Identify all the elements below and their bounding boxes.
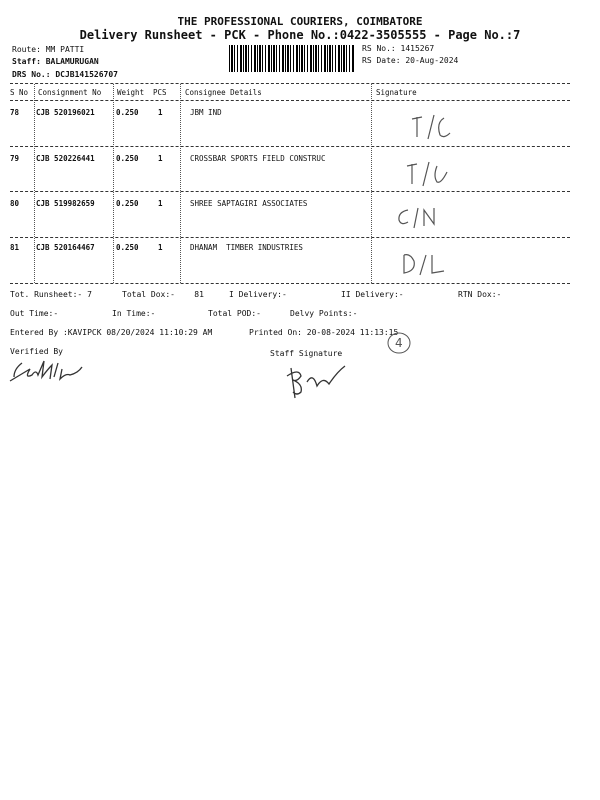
staff-signature [283, 362, 353, 402]
row-weight: 0.250 [116, 243, 139, 252]
row-rule [10, 191, 570, 192]
table-header-rule [10, 100, 570, 101]
row-weight: 0.250 [116, 154, 139, 163]
row-pcs: 1 [158, 243, 163, 252]
column-divider [371, 84, 372, 283]
row-consignment: CJB 520226441 [36, 154, 95, 163]
row-pcs: 1 [158, 108, 163, 117]
row-consignment: CJB 520196021 [36, 108, 95, 117]
document-title: THE PROFESSIONAL COURIERS, COIMBATORE [177, 15, 423, 28]
circled-number-annotation [386, 331, 412, 355]
total-dox: Total Dox:- 81 [122, 290, 204, 299]
total-pod: Total POD:- [208, 309, 261, 318]
out-time: Out Time:- [10, 309, 59, 318]
row-consignee: CROSSBAR SPORTS FIELD CONSTRUC [190, 154, 326, 163]
row-sno: 80 [10, 199, 20, 208]
column-header-consignee: Consignee Details [185, 88, 262, 97]
handwritten-signature [410, 113, 460, 143]
staff-signature-label: Staff Signature [270, 349, 343, 358]
table-bottom-rule [10, 283, 570, 284]
entered-by: Entered By :KAVIPCK 08/20/2024 11:10:29 AM [10, 328, 213, 337]
handwritten-signature [396, 204, 446, 234]
row-weight: 0.250 [116, 108, 139, 117]
second-delivery: II Delivery:- [341, 290, 404, 299]
row-rule [10, 237, 570, 238]
in-time: In Time:- [112, 309, 156, 318]
column-header-sno: S No [10, 88, 29, 97]
row-pcs: 1 [158, 154, 163, 163]
rs-date: RS Date: 20-Aug-2024 [362, 56, 459, 65]
delivery-points: Delvy Points:- [290, 309, 358, 318]
total-runsheet: Tot. Runsheet:- 7 [10, 290, 92, 299]
row-consignee: DHANAM TIMBER INDUSTRIES [190, 243, 303, 252]
route-label: Route: MM PATTI [12, 45, 85, 54]
printed-on: Printed On: 20-08-2024 11:13:15 [249, 328, 399, 337]
column-header-signature: Signature [376, 88, 417, 97]
row-consignee: JBM IND [190, 108, 222, 117]
handwritten-signature [400, 251, 450, 281]
row-rule [10, 146, 570, 147]
verifier-signature [8, 355, 98, 395]
table-top-rule [10, 83, 570, 84]
rs-number: RS No.: 1415267 [362, 44, 435, 53]
drs-label: DRS No.: DCJB141526707 [12, 70, 118, 79]
row-consignee: SHREE SAPTAGIRI ASSOCIATES [190, 199, 308, 208]
row-consignment: CJB 519982659 [36, 199, 95, 208]
row-weight: 0.250 [116, 199, 139, 208]
row-sno: 79 [10, 154, 20, 163]
column-header-pcs: PCS [153, 88, 167, 97]
column-header-consignment: Consignment No [38, 88, 102, 97]
rtn-dox: RTN Dox:- [458, 290, 502, 299]
column-divider [34, 84, 35, 283]
row-sno: 81 [10, 243, 20, 252]
row-consignment: CJB 520164467 [36, 243, 95, 252]
svg-text:4: 4 [395, 336, 403, 350]
handwritten-signature [405, 160, 455, 190]
first-delivery: I Delivery:- [229, 290, 287, 299]
document-subtitle: Delivery Runsheet - PCK - Phone No.:0422-3505555 - Page No.:7 [79, 28, 521, 42]
barcode [229, 45, 355, 72]
column-divider [180, 84, 181, 283]
staff-label: Staff: BALAMURUGAN [12, 57, 99, 66]
row-pcs: 1 [158, 199, 163, 208]
column-divider [113, 84, 114, 283]
column-header-weight: Weight [117, 88, 145, 97]
verified-by-label: Verified By [10, 347, 63, 356]
row-sno: 78 [10, 108, 20, 117]
